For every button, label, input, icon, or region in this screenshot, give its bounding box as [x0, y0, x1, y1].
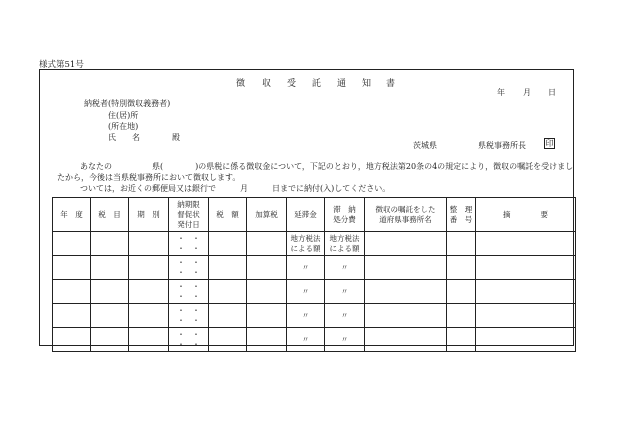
- table-row: [53, 280, 576, 304]
- table-cell: [91, 256, 129, 280]
- location-label: (所在地): [108, 122, 139, 131]
- date-day-label: 日: [548, 88, 556, 97]
- table-cell: [129, 328, 169, 352]
- table-cell: [365, 280, 447, 304]
- table-cell: [476, 232, 576, 256]
- prefecture-name: 茨城県: [413, 141, 437, 150]
- table-cell: [476, 256, 576, 280]
- body-text-line1: あなたの 県( )の県税に係る徴収金について，下記のとおり，地方税法第20条の4の規定により，徴収の嘱託を受けまし: [80, 162, 574, 171]
- table-cell: [247, 232, 287, 256]
- delinquency-cell: 〃: [287, 256, 325, 280]
- table-cell: [129, 232, 169, 256]
- header-commissioning-office: 徴収の嘱託をした 道府県事務所名: [365, 198, 447, 232]
- table-cell: [91, 304, 129, 328]
- title-char: 徴: [236, 79, 246, 89]
- table-cell: [476, 304, 576, 328]
- header-delinquency: 延滞金: [287, 198, 325, 232]
- table-cell: [91, 328, 129, 352]
- date-year-label: 年: [497, 88, 505, 97]
- table-cell: [365, 232, 447, 256]
- table-cell: [247, 328, 287, 352]
- table-cell: [209, 232, 247, 256]
- name-label: 氏 名: [108, 133, 140, 142]
- table-cell: [91, 280, 129, 304]
- table-cell: [53, 232, 91, 256]
- title-char: 受: [287, 79, 297, 89]
- table-cell: [91, 232, 129, 256]
- honorific: 殿: [172, 133, 180, 142]
- table-body: [53, 232, 576, 352]
- header-tax-item: 税 目: [91, 198, 129, 232]
- delinquency-cell: 〃: [287, 280, 325, 304]
- table-cell: [447, 280, 476, 304]
- table-cell: [53, 256, 91, 280]
- payer-label: 納税者(特別徴収義務者): [84, 99, 171, 108]
- disposition-cell: 〃: [325, 256, 365, 280]
- seal-mark: 印: [545, 139, 554, 148]
- table-row: [53, 304, 576, 328]
- tax-items-table: [52, 197, 576, 352]
- date-cell: ・ ・ ・ ・: [169, 256, 209, 280]
- table-cell: [476, 280, 576, 304]
- table-cell: [209, 256, 247, 280]
- delinquency-cell: 地方税法 による額: [287, 232, 325, 256]
- table-cell: [129, 304, 169, 328]
- address-label: 住(居)所: [108, 111, 139, 120]
- header-tax-amount: 税 額: [209, 198, 247, 232]
- form-number: 様式第51号: [39, 60, 84, 70]
- title-char: 託: [312, 79, 322, 89]
- title-char: 収: [262, 79, 272, 89]
- header-year: 年 度: [53, 198, 91, 232]
- date-cell: ・ ・ ・ ・: [169, 304, 209, 328]
- table-cell: [129, 256, 169, 280]
- table-cell: [247, 280, 287, 304]
- header-period: 期 別: [129, 198, 169, 232]
- table-cell: [365, 304, 447, 328]
- table-cell: [447, 256, 476, 280]
- header-additional-tax: 加算税: [247, 198, 287, 232]
- table-cell: [365, 328, 447, 352]
- table-cell: [209, 304, 247, 328]
- table-cell: [365, 256, 447, 280]
- disposition-cell: 〃: [325, 304, 365, 328]
- disposition-cell: 地方税法 による額: [325, 232, 365, 256]
- table-cell: [476, 328, 576, 352]
- table-cell: [447, 304, 476, 328]
- disposition-cell: 〃: [325, 280, 365, 304]
- body-text-line3: ついては，お近くの郵便局又は銀行で 月 日までに納付(入)してください。: [80, 184, 391, 193]
- title-char: 通: [337, 79, 347, 89]
- header-summary: 摘 要: [476, 198, 576, 232]
- header-disposition-fee: 滞 納 処分費: [325, 198, 365, 232]
- table-row: [53, 256, 576, 280]
- title-char: 知: [362, 79, 372, 89]
- table-cell: [447, 328, 476, 352]
- table-cell: [209, 328, 247, 352]
- title-char: 書: [386, 79, 396, 89]
- table-cell: [209, 280, 247, 304]
- table-cell: [53, 304, 91, 328]
- table-row: [53, 232, 576, 256]
- table-cell: [247, 256, 287, 280]
- table-cell: [247, 304, 287, 328]
- table-cell: [129, 280, 169, 304]
- table-cell: [53, 280, 91, 304]
- date-cell: ・ ・ ・ ・: [169, 232, 209, 256]
- date-cell: ・ ・ ・ ・: [169, 328, 209, 352]
- table-cell: [53, 328, 91, 352]
- table-header-row: [53, 198, 576, 232]
- table-cell: [447, 232, 476, 256]
- date-month-label: 月: [523, 88, 531, 97]
- header-deadline: 納期限 督促状 発付日: [169, 198, 209, 232]
- office-chief-label: 県税事務所長: [478, 141, 526, 150]
- body-text-line2: たから，今後は当県税事務所において徴収します。: [57, 173, 241, 182]
- table-row: [53, 328, 576, 352]
- disposition-cell: 〃: [325, 328, 365, 352]
- delinquency-cell: 〃: [287, 304, 325, 328]
- header-ref-number: 整 理 番 号: [447, 198, 476, 232]
- delinquency-cell: 〃: [287, 328, 325, 352]
- date-cell: ・ ・ ・ ・: [169, 280, 209, 304]
